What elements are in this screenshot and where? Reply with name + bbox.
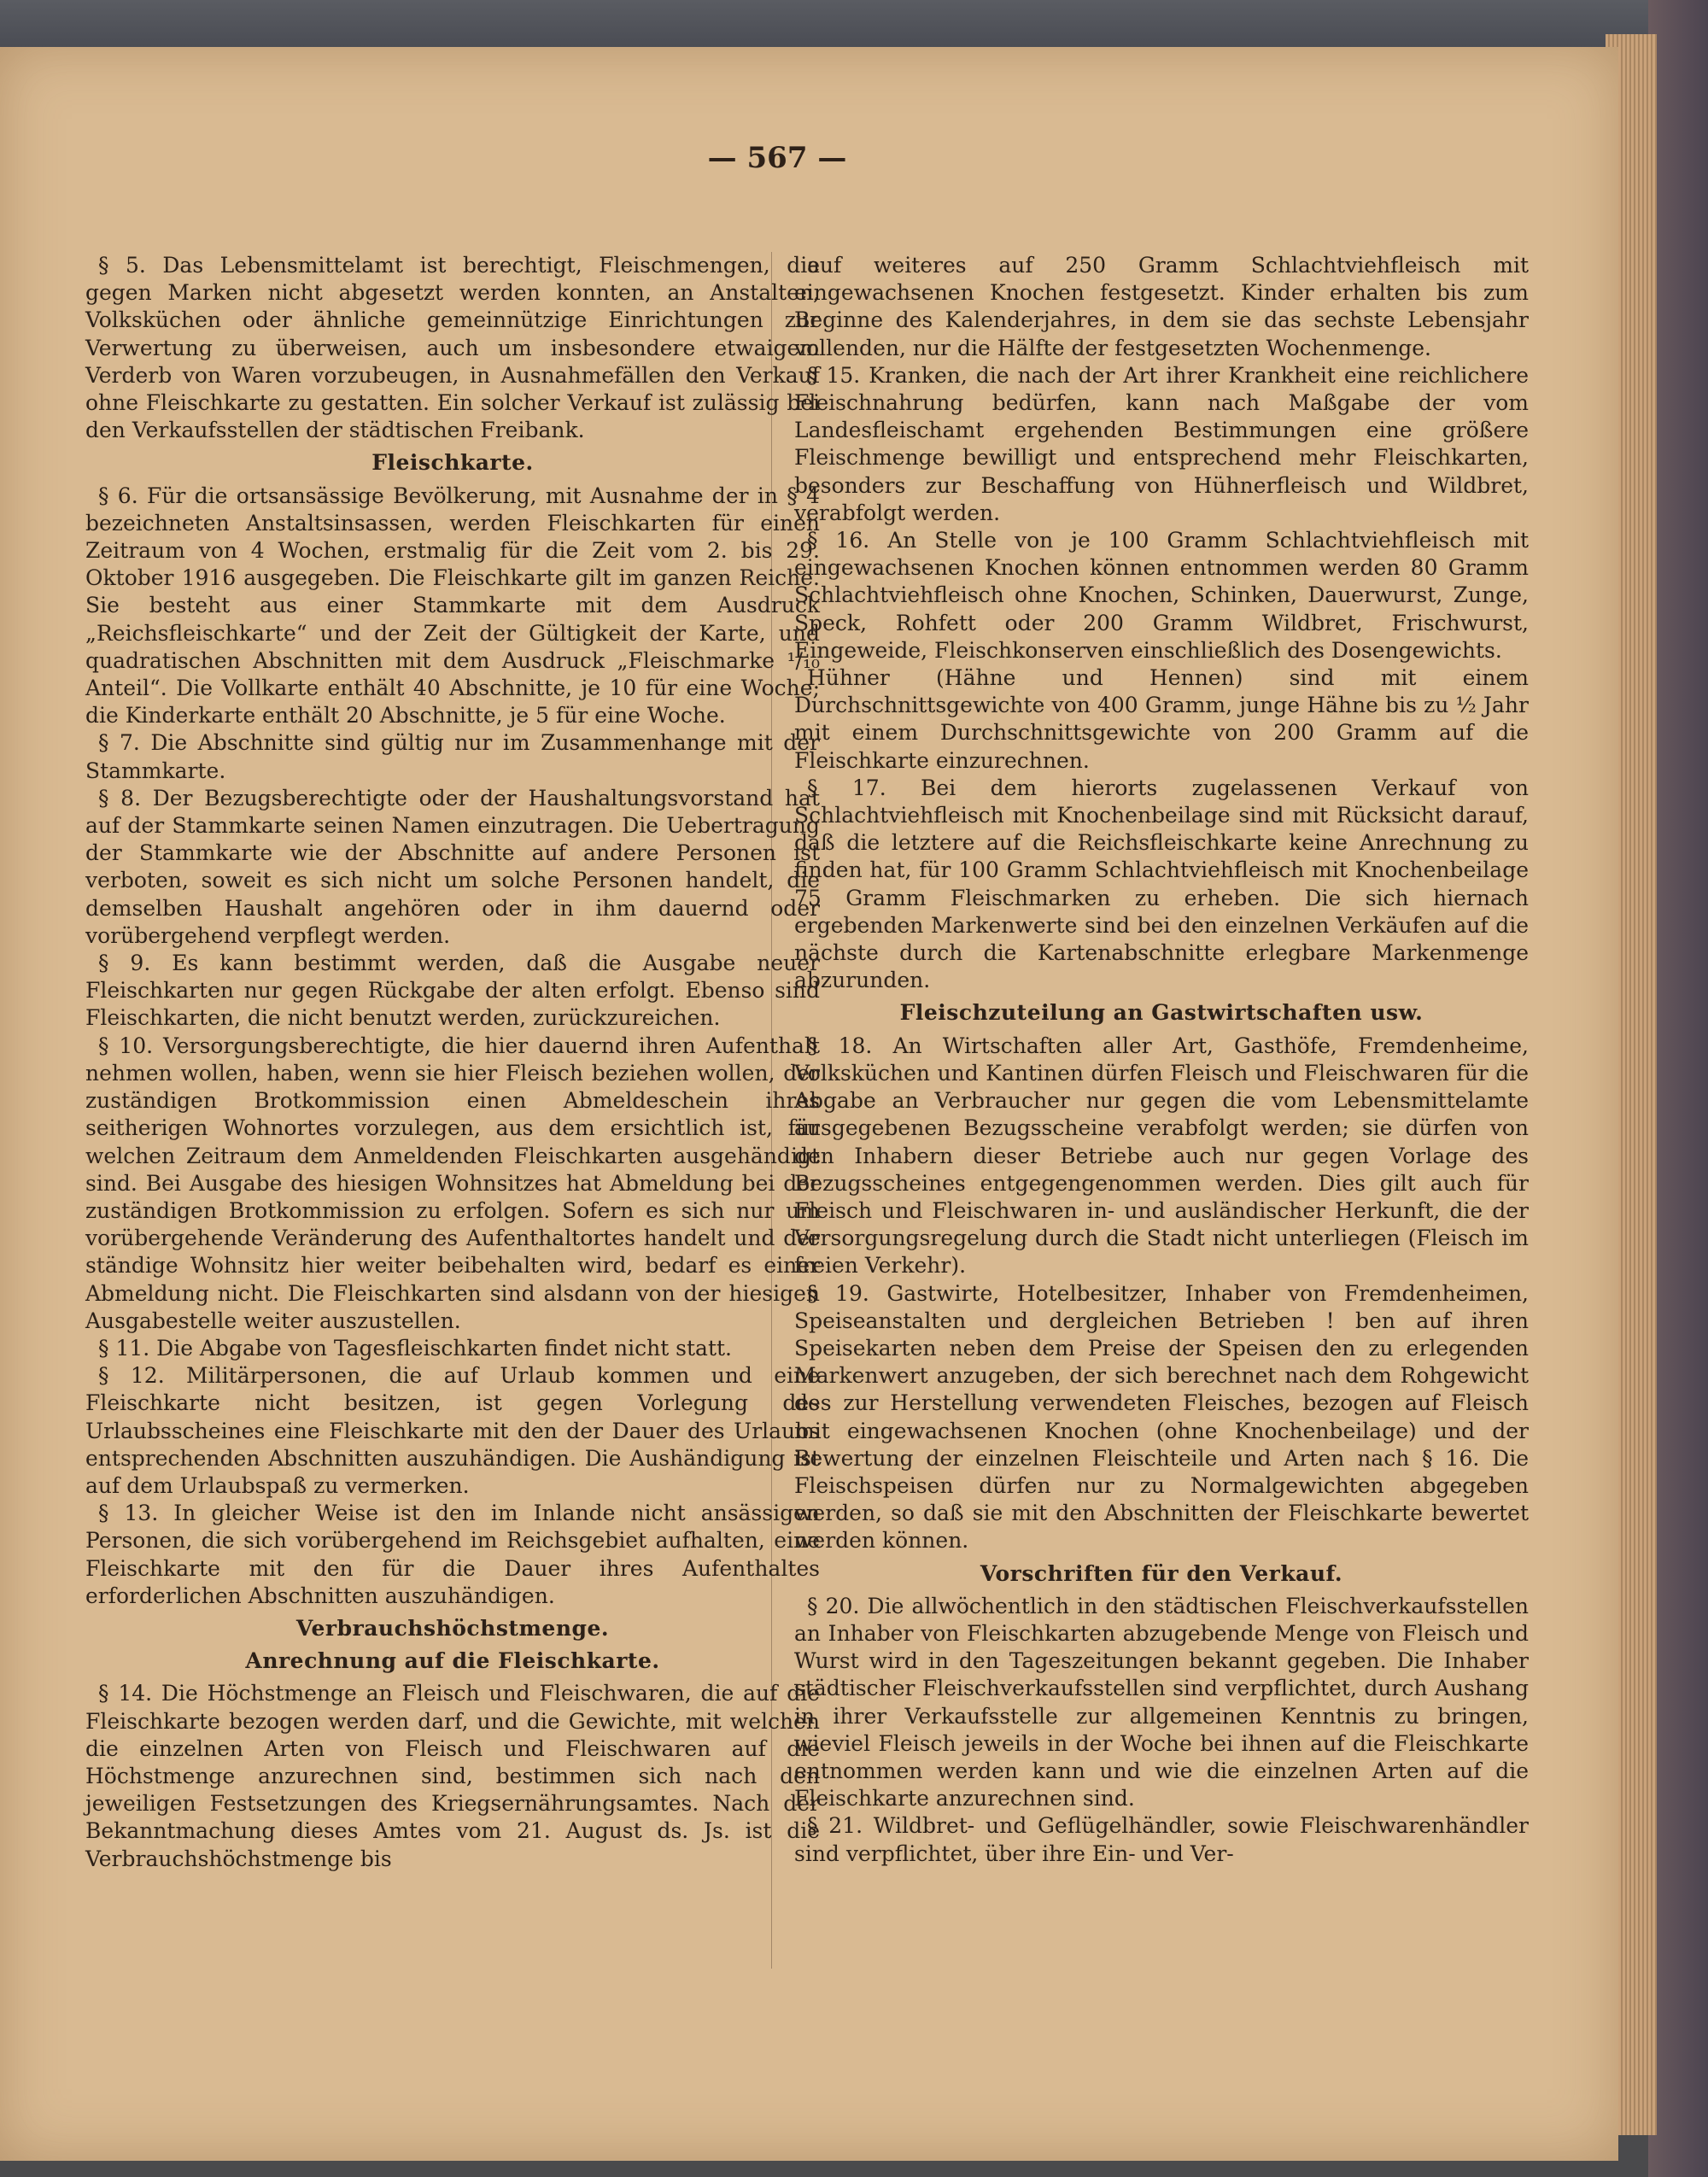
paragraph: Hühner (Hähne und Hennen) sind mit einem Durchschnittsgewichte von 400 Gramm, junge Hähne bis zu ½ Jahr mit einem Durchschnittsgewichte von 200 Gramm auf die Fleischkarte einzurechnen.: [794, 665, 1529, 773]
right-column: [794, 252, 1529, 1868]
section-heading: Fleischzuteilung an Gastwirtschaften usw.: [899, 1000, 1424, 1026]
paragraph: § 11. Die Abgabe von Tagesfleischkarten findet nicht statt.: [98, 1335, 733, 1361]
section-heading: Fleischkarte.: [371, 450, 534, 476]
paragraph: § 16. An Stelle von je 100 Gramm Schlachtviehfleisch mit eingewachsenen Knochen können entnommen werden 80 Gramm Schlachtviehfleisch ohne Knochen, Schinken, Dauerwurst, Zunge, Speck, Rohfett oder 200 Gramm Wildbret, Frischwurst, Eingeweide, Fleischkonserven einschließlich des Dosengewichts.: [794, 528, 1529, 663]
paragraph: § 20. Die allwöchentlich in den städtischen Fleischverkaufsstellen an Inhaber von Fleischkarten abzugebende Menge von Fleisch und Wurst wird in den Tageszeitungen bekannt gegeben. Die Inhaber städtischer Fleischverkaufsstellen sind verpflichtet, durch Aushang in ihrer Verkaufsstelle zur allgemeinen Kenntnis zu bringen, wieviel Fleisch jeweils in der Woche bei ihnen auf die Fleischkarte entnommen werden kann und wie die einzelnen Arten auf die Fleischkarte anzurechnen sind.: [794, 1593, 1529, 1811]
left-column: [85, 252, 820, 1873]
book-cover-right: [1648, 0, 1708, 2177]
paragraph: § 10. Versorgungsberechtigte, die hier dauernd ihren Aufenthalt nehmen wollen, haben, wenn sie hier Fleisch beziehen wollen, der zuständigen Brotkommission einen Abmeldeschein ihres seitherigen Wohnortes vorzulegen, aus dem ersichtlich ist, für welchen Zeitraum dem Anmeldenden Fleischkarten ausgehändigt sind. Bei Ausgabe des hiesigen Wohnsitzes hat Abmeldung bei der zuständigen Brotkommission zu erfolgen. Sofern es sich nur um vorübergehende Veränderung des Aufenthaltortes handelt und der ständige Wohnsitz hier weiter beibehalten wird, bedarf es einer Abmeldung nicht. Die Fleischkarten sind alsdann von der hiesigen Ausgabestelle weiter auszustellen.: [85, 1033, 820, 1333]
paragraph: § 21. Wildbret- und Geflügelhändler, sowie Fleischwarenhändler sind verpflichtet, über ihre Ein- und Ver-: [794, 1813, 1529, 1866]
page-number: — 567 —: [707, 141, 847, 175]
paragraph: § 5. Das Lebensmittelamt ist berechtigt, Fleischmengen, die gegen Marken nicht abgesetzt werden konnten, an Anstalten, Volksküchen oder ähnliche gemeinnützige Einrichtungen zur Verwertung zu überweisen, auch um insbesondere etwaigem Verderb von Waren vorzubeugen, in Ausnahmefällen den Verkauf ohne Fleischkarte zu gestatten. Ein solcher Verkauf ist zulässig bei den Verkaufsstellen der städtischen Freibank.: [85, 253, 820, 443]
book-page: [0, 47, 1618, 2161]
paragraph: § 12. Militärpersonen, die auf Urlaub kommen und eine Fleischkarte nicht besitzen, ist gegen Vorlegung des Urlaubsscheines eine Fleischkarte mit den der Dauer des Urlaubs entsprechenden Abschnitten auszuhändigen. Die Aushändigung ist auf dem Urlaubspaß zu vermerken.: [85, 1363, 820, 1498]
paragraph: § 13. In gleicher Weise ist den im Inlande nicht ansässigen Personen, die sich vorübergehend im Reichsgebiet aufhalten, eine Fleischkarte mit den für die Dauer ihres Aufenthaltes erforderlichen Abschnitten auszuhändigen.: [85, 1501, 820, 1608]
paragraph: § 9. Es kann bestimmt werden, daß die Ausgabe neuer Fleischkarten nur gegen Rückgabe der alten erfolgt. Ebenso sind Fleischkarten, die nicht benutzt werden, zurückzureichen.: [85, 951, 820, 1031]
paragraph: § 7. Die Abschnitte sind gültig nur im Zusammenhange mit der Stammkarte.: [85, 730, 820, 783]
paragraph: auf weiteres auf 250 Gramm Schlachtviehfleisch mit eingewachsenen Knochen festgesetzt. Kinder erhalten bis zum Beginne des Kalenderjahres, in dem sie das sechste Lebensjahr vollenden, nur die Hälfte der festgesetzten Wochenmenge.: [794, 253, 1529, 360]
paragraph: § 17. Bei dem hierorts zugelassenen Verkauf von Schlachtviehfleisch mit Knochenbeilage sind mit Rücksicht darauf, daß die letztere auf die Reichsfleischkarte keine Anrechnung zu finden hat, für 100 Gramm Schlachtviehfleisch mit Knochenbeilage 75 Gramm Fleischmarken zu erheben. Die sich hiernach ergebenden Markenwerte sind bei den einzelnen Verkäufen auf die nächste durch die Kartenabschnitte erlegbare Markenmenge abzurunden.: [794, 775, 1529, 993]
paragraph: § 18. An Wirtschaften aller Art, Gasthöfe, Fremdenheime, Volksküchen und Kantinen dürfen Fleisch und Fleischwaren für die Abgabe an Verbraucher nur gegen die vom Lebensmittelamte ausgegebenen Bezugsscheine verabfolgt werden; sie dürfen von den Inhabern dieser Betriebe auch nur gegen Vorlage des Bezugsscheines entgegengenommen werden. Dies gilt auch für Fleisch und Fleischwaren in- und ausländischer Herkunft, die der Versorgungsregelung durch die Stadt nicht unterliegen (Fleisch im freien Verkehr).: [794, 1033, 1529, 1279]
paragraph: § 8. Der Bezugsberechtigte oder der Haushaltungsvorstand hat auf der Stammkarte seinen Namen einzutragen. Die Uebertragung der Stammkarte wie der Abschnitte auf andere Personen ist verboten, soweit es sich nicht um solche Personen handelt, die demselben Haushalt angehören oder in ihm dauernd oder vorübergehend verpflegt werden.: [85, 785, 820, 948]
section-heading: Verbrauchshöchstmenge.: [295, 1615, 610, 1641]
paragraph: § 19. Gastwirte, Hotelbesitzer, Inhaber von Fremdenheimen, Speiseanstalten und dergleichen Betrieben ! ben auf ihren Speisekarten neben dem Preise der Speisen den zu erlegenden Markenwert anzugeben, der sich berechnet nach dem Rohgewicht des zur Herstellung verwendeten Fleisches, bezogen auf Fleisch mit eingewachsenen Knochen (ohne Knochenbeilage) und der Bewertung der einzelnen Fleischteile und Arten nach § 16. Die Fleischspeisen dürfen nur zu Normalgewichten abgegeben werden, so daß sie mit den Abschnitten der Fleischkarte bewertet werden können.: [794, 1280, 1529, 1554]
section-heading: Vorschriften für den Verkauf.: [980, 1560, 1343, 1586]
paragraph: § 6. Für die ortsansässige Bevölkerung, mit Ausnahme der in § 4 bezeichneten Anstaltsinsassen, werden Fleischkarten für einen Zeitraum von 4 Wochen, erstmalig für die Zeit vom 2. bis 29. Oktober 1916 ausgegeben. Die Fleischkarte gilt im ganzen Reiche. Sie besteht aus einer Stammkarte mit dem Ausdruck „Reichsfleischkarte“ und der Zeit der Gültigkeit der Karte, und quadratischen Abschnitten mit dem Ausdruck „Fleischmarke ¹/₁₀ Anteil“. Die Vollkarte enthält 40 Abschnitte, je 10 für eine Woche; die Kinderkarte enthält 20 Abschnitte, je 5 für eine Woche.: [85, 483, 820, 729]
section-heading: Anrechnung auf die Fleischkarte.: [245, 1648, 660, 1674]
paragraph: § 15. Kranken, die nach der Art ihrer Krankheit eine reichlichere Fleischnahrung bedürfen, kann nach Maßgabe der vom Landesfleischamt ergehenden Bestimmungen eine größere Fleischmenge bewilligt und entsprechend mehr Fleischkarten, besonders zur Beschaffung von Hühnerfleisch und Wildbret, verabfolgt werden.: [794, 362, 1529, 525]
column-divider: [771, 252, 772, 1969]
paragraph: § 14. Die Höchstmenge an Fleisch und Fleischwaren, die auf die Fleischkarte bezogen werden darf, und die Gewichte, mit welchen die einzelnen Arten von Fleisch und Fleischwaren auf die Höchstmenge anzurechnen sind, bestimmen sich nach den jeweiligen Festsetzungen des Kriegsernährungsamtes. Nach der Bekanntmachung dieses Amtes vom 21. August ds. Js. ist die Verbrauchshöchstmenge bis: [85, 1681, 820, 1871]
